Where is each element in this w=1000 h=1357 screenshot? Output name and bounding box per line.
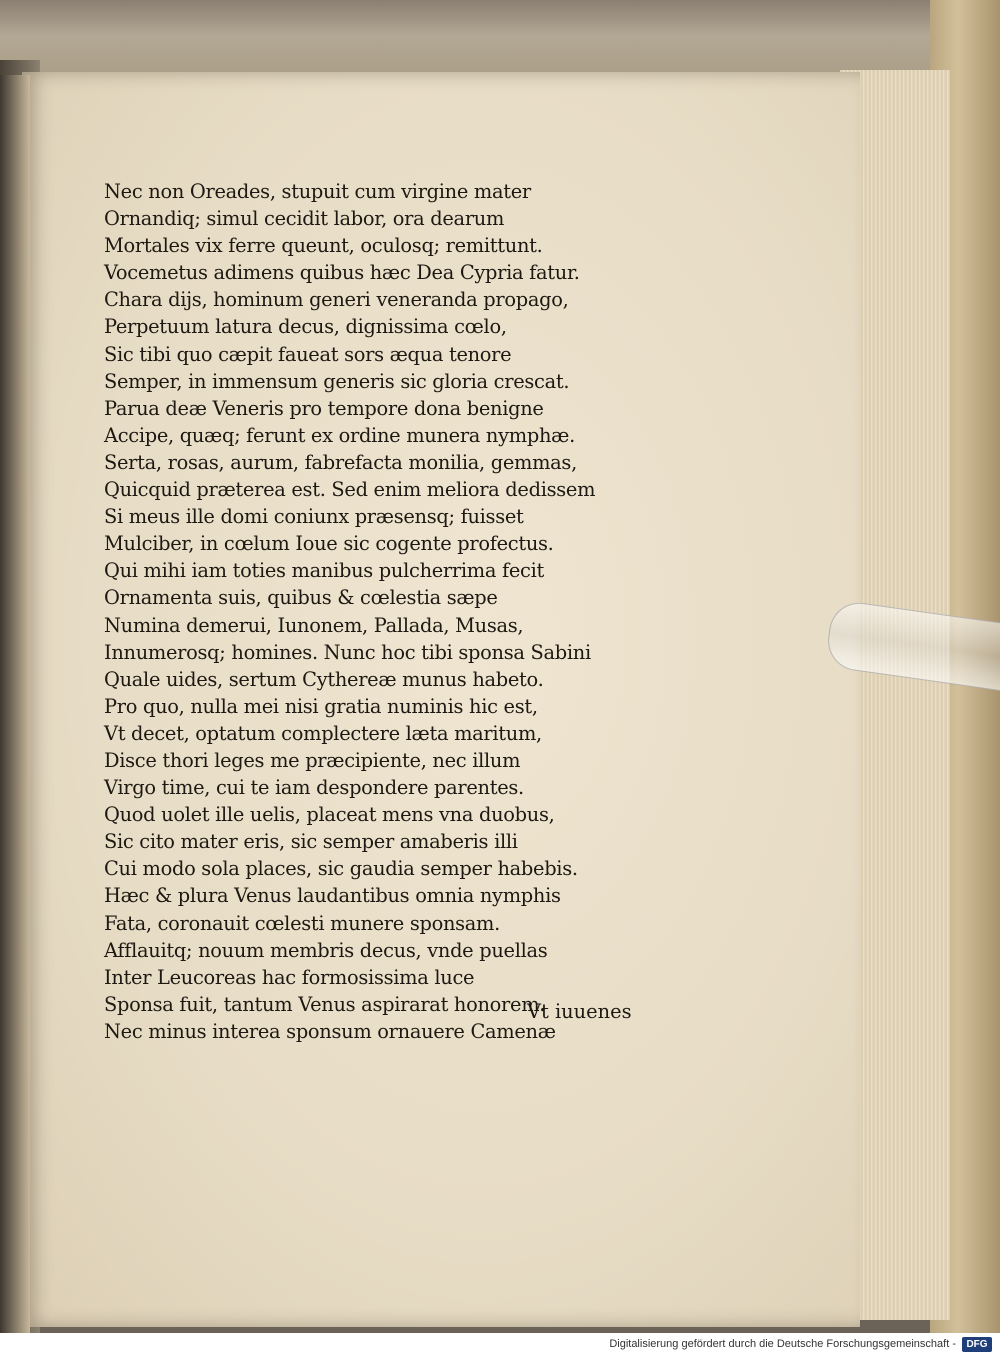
poem-line: Parua deæ Veneris pro tempore dona benigne bbox=[104, 396, 544, 420]
poem-line: Perpetuum latura decus, dignissima cœlo, bbox=[104, 315, 507, 339]
poem-line: Serta, rosas, aurum, fabrefacta monilia, gemmas, bbox=[104, 450, 577, 474]
poem-line: Hæc & plura Venus laudantibus omnia nymphis bbox=[104, 884, 561, 908]
poem-line: Nec non Oreades, stupuit cum virgine mater bbox=[104, 180, 531, 203]
poem-line: Quale uides, sertum Cythereæ munus habeto. bbox=[104, 667, 544, 691]
poem-line: Si meus ille domi coniunx præsensq; fuisset bbox=[104, 505, 524, 529]
poem-line: Accipe, quæq; ferunt ex ordine munera nymphæ. bbox=[104, 423, 575, 447]
poem-line: Virgo time, cui te iam despondere parentes. bbox=[104, 776, 524, 800]
poem-line: Quicquid præterea est. Sed enim meliora dedissem bbox=[104, 478, 596, 502]
funding-credit: Digitalisierung gefördert durch die Deutsche Forschungsgemeinschaft - bbox=[609, 1338, 956, 1350]
book-cover-top bbox=[0, 0, 1000, 80]
poem-line: Ornamenta suis, quibus & cœlestia sæpe bbox=[104, 586, 498, 610]
book-gutter bbox=[0, 75, 30, 1333]
poem-line: Sic tibi quo cæpit faueat sors æqua tenore bbox=[104, 342, 512, 366]
footer-bar bbox=[0, 1333, 1000, 1357]
poem-line: Afflauitq; nouum membris decus, vnde puellas bbox=[104, 938, 548, 962]
poem-line: Mortales vix ferre queunt, oculosq; remittunt. bbox=[104, 234, 543, 258]
poem-line: Pro quo, nulla mei nisi gratia numinis hic est, bbox=[104, 694, 538, 718]
poem-text bbox=[104, 178, 664, 1045]
poem-line: Numina demerui, Iunonem, Pallada, Musas, bbox=[104, 613, 524, 637]
dfg-logo: DFG bbox=[962, 1337, 992, 1352]
poem-line: Fata, coronauit cœlesti munere sponsam. bbox=[104, 911, 501, 935]
poem-line: Sponsa fuit, tantum Venus aspirarat honorem. bbox=[104, 992, 546, 1016]
poem-line: Vocemetus adimens quibus hæc Dea Cypria fatur. bbox=[104, 261, 580, 285]
poem-line: Vt decet, optatum complectere læta maritum, bbox=[104, 721, 542, 745]
poem-line: Ornandiq; simul cecidit labor, ora dearum bbox=[104, 207, 505, 231]
poem-line: Qui mihi iam toties manibus pulcherrima fecit bbox=[104, 559, 544, 583]
poem-line: Quod uolet ille uelis, placeat mens vna duobus, bbox=[104, 803, 555, 827]
poem-line: Disce thori leges me præcipiente, nec illum bbox=[104, 748, 521, 772]
poem-line: Innumerosq; homines. Nunc hoc tibi sponsa Sabini bbox=[104, 640, 591, 664]
poem-line: Nec minus interea sponsum ornauere Camenæ bbox=[104, 1019, 556, 1043]
poem-line: Inter Leucoreas hac formosissima luce bbox=[104, 965, 475, 989]
poem-line: Semper, in immensum generis sic gloria crescat. bbox=[104, 369, 570, 393]
poem-line: Chara dijs, hominum generi veneranda propago, bbox=[104, 288, 569, 312]
poem-line: Sic cito mater eris, sic semper amaberis illi bbox=[104, 830, 518, 854]
poem-line: Mulciber, in cœlum Ioue sic cogente profectus. bbox=[104, 532, 554, 556]
poem-line: Cui modo sola places, sic gaudia semper habebis. bbox=[104, 857, 578, 881]
catchword: Vt iuuenes bbox=[527, 1000, 632, 1023]
